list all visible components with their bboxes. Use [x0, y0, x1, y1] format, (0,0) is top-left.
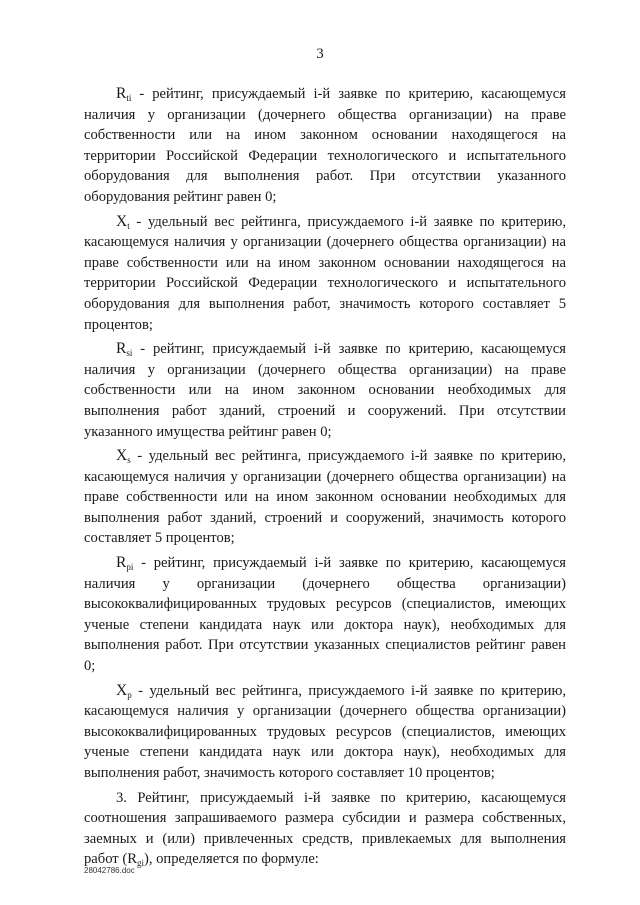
definition-r-pi: [84, 553, 566, 677]
subscript: t: [127, 220, 130, 231]
symbol: X: [116, 447, 128, 465]
symbol: X: [116, 681, 128, 699]
definition-x-p: [84, 681, 566, 784]
subscript: gi: [136, 858, 144, 869]
definition-text: - удельный вес рейтинга, присуждаемого i-й заявке по критерию, касающемуся наличия у организации (дочернего общества организации) высококвалифицированных трудовых ресурсов (специалистов, имеющих ученые степени кандидата наук или доктора наук), необходимых для выполнения работ, значимость которого составляет 10 процентов;: [84, 682, 566, 781]
subscript: si: [126, 348, 133, 359]
definition-text: - удельный вес рейтинга, присуждаемого i-й заявке по критерию, касающемуся наличия у организации (дочернего общества организации) на праве собственности или на ином законном основании находящегося на территории Российской Федерации технологического и испытательного оборудования для выполнения работ, значимость которого составляет 5 процентов;: [84, 213, 566, 333]
definition-x-t: [84, 212, 566, 336]
definition-text: - рейтинг, присуждаемый i-й заявке по критерию, касающемуся наличия у организации (дочернего общества организации) высококвалифицированных трудовых ресурсов (специалистов, имеющих ученые степени кандидата наук или доктора наук), необходимых для выполнения работ. При отсутствии указанных специалистов рейтинг равен 0;: [84, 555, 566, 675]
page-number: 3: [316, 46, 324, 62]
symbol: X: [116, 212, 128, 230]
definition-text: - удельный вес рейтинга, присуждаемого i-й заявке по критерию, касающемуся наличия у организации (дочернего общества организации) на праве собственности или на ином законном основании необходимых для выполнения работ зданий, строений и сооружений, значимость которого составляет 5 процентов;: [84, 448, 566, 547]
symbol: R: [116, 85, 127, 102]
definition-r-si: [84, 339, 566, 442]
subscript: p: [127, 689, 132, 700]
item-3-paragraph: [84, 788, 566, 870]
symbol: R: [116, 340, 127, 358]
definition-text: - рейтинг, присуждаемый i-й заявке по критерию, касающемуся наличия у организации (дочернего общества организации) на праве собственности или на ином законном основании необходимых для выполнения работ зданий, строений и сооружений. При отсутствии указанного имущества рейтинг равен 0;: [84, 341, 566, 440]
document-body: [84, 84, 566, 874]
subscript: pi: [126, 562, 134, 573]
definition-x-s: [84, 446, 566, 549]
item-3-tail: ), определяется по формуле:: [143, 851, 319, 868]
definition-text: - рейтинг, присуждаемый i-й заявке по критерию, касающемуся наличия у организации (дочернего общества организации) на праве собственности или на ином законном основании находящегося на территории Российской Федерации технологического и испытательного оборудования для выполнения работ. При отсутствии указанного оборудования рейтинг равен 0;: [84, 86, 566, 205]
item-3-text: 3. Рейтинг, присуждаемый i-й заявке по критерию, касающемуся соотношения запрашиваемого размера субсидии и размера собственных, заемных и (или) привлеченных средств, привлекаемых для выполнения работ (R: [84, 789, 566, 868]
subscript: ti: [126, 93, 132, 103]
subscript: s: [127, 455, 131, 466]
symbol: R: [116, 554, 127, 572]
definition-r-ti: [84, 84, 566, 208]
footer-filename: 28042786.doc: [84, 866, 135, 875]
